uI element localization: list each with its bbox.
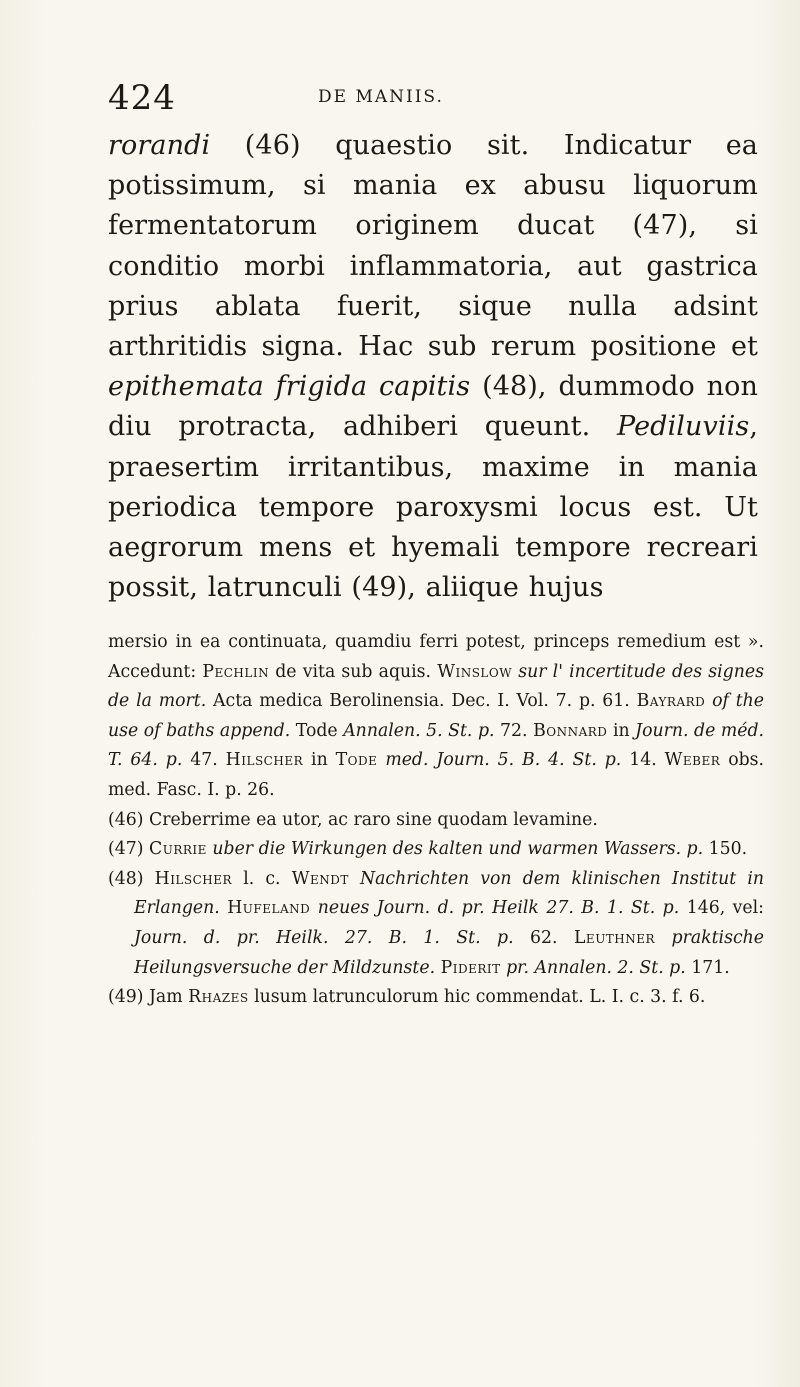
work-title: praktische Heilungsversuche der Mildzunste.: [134, 927, 764, 978]
author-name: Winslow: [437, 661, 513, 682]
footnote-text: 72.: [500, 720, 528, 741]
author-name: Bayrard: [636, 691, 706, 712]
footnote-text: l. c.: [243, 868, 281, 889]
work-title: uber die Wirkungen des kalten und warmen Wassers. p.: [212, 839, 704, 860]
footnote-text: 150.: [708, 839, 748, 860]
footnote-text: 47.: [190, 750, 218, 771]
footnote-text: 14.: [629, 750, 657, 771]
author-name: Wendt: [291, 868, 349, 889]
footnote-text: Tode: [295, 720, 338, 741]
footnote-text: mersio in ea continuata, quamdiu ferri potest, princeps remedium est ». Accedunt:: [108, 632, 764, 682]
footnote-marker: (47): [108, 839, 144, 860]
work-title: sur l' incertitude des signes de la mort.: [108, 661, 764, 712]
footnote-continuation: [108, 628, 764, 806]
footnote-text: in: [612, 720, 630, 741]
work-title: neues Journ. d. pr. Heilk 27. B. 1. St. p.: [317, 898, 680, 919]
footnote-48: [108, 865, 764, 983]
work-title: Journ. de méd. T. 64. p.: [108, 720, 765, 771]
work-title: med. Journ. 5. B. 4. St. p.: [385, 750, 622, 771]
author-name: Currie: [148, 839, 207, 860]
footnote-text: obs. med. Fasc. I. p. 26.: [108, 750, 765, 800]
author-name: Tode: [335, 750, 378, 771]
footnote-text: 62.: [530, 927, 558, 948]
running-head: DE MANIIS.: [318, 87, 444, 107]
body-italic-word: rorandi: [108, 130, 211, 161]
body-text-3: , praesertim irritantibus, maxime in mania periodica tempore paroxysmi locus est. Ut aegrorum mens et hyemali tempore recreari possit, latrunculi (49), aliique hujus: [108, 411, 758, 604]
work-title: pr. Annalen. 2. St. p.: [506, 957, 686, 978]
author-name: Leuthner: [573, 927, 656, 948]
footnote-text: 171.: [691, 957, 730, 978]
work-title: Journ. d. pr. Heilk. 27. B. 1. St. p.: [134, 927, 514, 948]
work-title: Annalen. 5. St. p.: [343, 720, 495, 741]
footnote-text: de vita sub aquis.: [275, 661, 432, 682]
footnote-marker: (48): [108, 868, 144, 889]
footnotes: [108, 628, 764, 1013]
author-name: Piderit: [440, 957, 501, 978]
main-paragraph: [108, 126, 758, 608]
author-name: Hilscher: [154, 868, 233, 889]
work-title: Nachrichten von dem klinischen Institut in Erlangen.: [134, 868, 764, 919]
author-name: Hufeland: [227, 898, 311, 919]
body-text-1: (46) quaestio sit. Indicatur ea potissimum, si mania ex abusu liquorum fermentatorum originem ducat (47), si conditio morbi inflammatoria, aut gastrica prius ablata fuerit, sique nulla adsint arthritidis signa. Hac sub rerum positione et: [108, 130, 758, 363]
body-italic-pediluviis: Pediluviis: [617, 411, 750, 443]
footnote-text: in: [311, 750, 328, 771]
page-number: 424: [108, 78, 176, 118]
page-header: [108, 74, 728, 122]
author-name: Rhazes: [188, 987, 249, 1008]
footnote-text: 146, vel:: [686, 898, 765, 919]
footnote-49: [108, 983, 764, 1013]
footnote-text: lusum latrunculorum hic commendat. L. I. c. 3. f. 6.: [254, 987, 706, 1008]
author-name: Hilscher: [225, 750, 304, 771]
work-title: of the use of baths append.: [108, 691, 764, 741]
body-text-2: (48), dummodo non diu protracta, adhiberi queunt.: [108, 371, 759, 443]
author-name: Pechlin: [202, 661, 270, 682]
body-italic-phrase: epithemata frigida capitis: [108, 371, 471, 403]
footnote-47: [108, 835, 764, 865]
footnote-text: Acta medica Berolinensia. Dec. I. Vol. 7. p. 61.: [213, 691, 630, 712]
author-name: Weber: [664, 750, 721, 771]
footnote-text: (49) Jam: [108, 987, 183, 1008]
author-name: Bonnard: [533, 720, 608, 741]
footnote-46: (46) Creberrime ea utor, ac raro sine quodam levamine.: [108, 809, 598, 830]
